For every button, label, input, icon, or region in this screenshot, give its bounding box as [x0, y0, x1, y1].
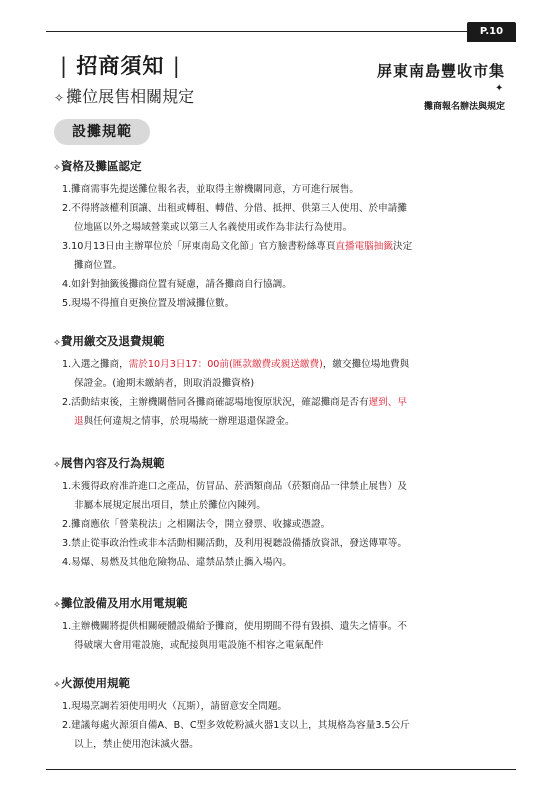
- rules-block-content: [54, 455, 514, 572]
- list-item: 3.禁止從事政治性或非本活動相關活動，及利用視聽設備播放資訊，發送傳單等。: [62, 538, 407, 549]
- list-item: 1.入選之攤商，需於10月3日17：00前(匯款繳費或親送繳費)，繳交攤位場地費與 保證金。(逾期未繳納者，則取消設攤資格): [62, 359, 410, 389]
- list-item: 2.不得將該權利頂讓、出租或轉租、轉借、分借、抵押、供第三人使用、於申請攤 位地區以外之場域營業或以第三人名義使用或作為非法行為使用。: [62, 203, 407, 233]
- block-heading: ⟡資格及攤區認定: [54, 159, 142, 173]
- block-heading: ⟡攤位設備及用水用電規範: [54, 596, 188, 610]
- page-title-text: 招商須知: [76, 54, 165, 78]
- section-title: 設攤規範: [54, 119, 150, 145]
- rules-block-equipment: [54, 595, 514, 655]
- rules-block-eligibility: [54, 158, 514, 313]
- arrow-icon: ⟡: [54, 600, 60, 610]
- list-item: 2.活動結束後，主辦機關偕同各攤商確認場地復原狀況，確認攤商是否有遲到、早 退與任何違規之情事，於現場統一辦理退還保證金。: [62, 397, 407, 427]
- list-item: 1.攤商需事先提送攤位報名表，並取得主辦機關同意，方可進行展售。: [62, 184, 359, 195]
- organization-name: 屏東南島豐收市集: [376, 62, 505, 80]
- sparkle-icon: ✦: [495, 83, 504, 94]
- list-item: 4.如針對抽籤後攤商位置有疑慮，請各攤商自行協調。: [62, 279, 292, 290]
- page-subtitle-text: 攤位展售相關規定: [66, 87, 195, 106]
- list-item: 1.主辦機關將提供相關硬體設備給予攤商，使用期間不得有毀損、遺失之情事。不 得破壞大會用電設施，或配接與用電設施不相容之電氣配件: [62, 621, 407, 651]
- organization-subtitle: 攤商報名辦法與規定: [423, 102, 505, 112]
- list-item: 2.攤商應依「營業稅法」之相關法令，開立發票、收據或憑證。: [62, 519, 331, 530]
- top-rule: [46, 31, 516, 32]
- rules-block-fees: [54, 333, 514, 431]
- block-heading: ⟡費用繳交及退費規範: [54, 334, 165, 348]
- list-item: 2.建議每處火源須自備A、B、C型多效乾粉滅火器1支以上，其規格為容量3.5公斤 以上，禁止使用泡沫滅火器。: [62, 720, 410, 750]
- arrow-icon: ⟡: [54, 338, 60, 348]
- page-subtitle: [54, 84, 194, 107]
- page-title: | 招商須知 |: [60, 54, 181, 78]
- page-number-badge: P.10: [467, 22, 516, 42]
- arrow-icon: ⟡: [54, 163, 60, 173]
- arrow-icon: ⟡: [54, 460, 60, 470]
- list-item: 5.現場不得擅自更換位置及增減攤位數。: [62, 298, 235, 309]
- list-item: 3.10月13日由主辦單位於「屏東南島文化節」官方臉書粉絲專頁直播電腦抽籤決定 攤商位置。: [62, 241, 413, 271]
- list-item: 4.易爆、易燃及其他危險物品、違禁品禁止攜入場內。: [62, 557, 292, 568]
- rules-block-fire: [54, 675, 514, 754]
- diamond-icon: ✧: [54, 91, 65, 105]
- arrow-icon: ⟡: [54, 680, 60, 690]
- list-item: 1.未獲得政府准許進口之產品，仿冒品、菸酒類商品（菸類商品一律禁止展售）及 非屬本展規定展出項目，禁止於攤位內陳列。: [62, 481, 407, 511]
- block-heading: ⟡展售內容及行為規範: [54, 456, 165, 470]
- bottom-rule: [46, 769, 516, 770]
- list-item: 1.現場烹調若須使用明火（瓦斯），請留意安全問題。: [62, 701, 288, 712]
- block-heading: ⟡火源使用規範: [54, 676, 130, 690]
